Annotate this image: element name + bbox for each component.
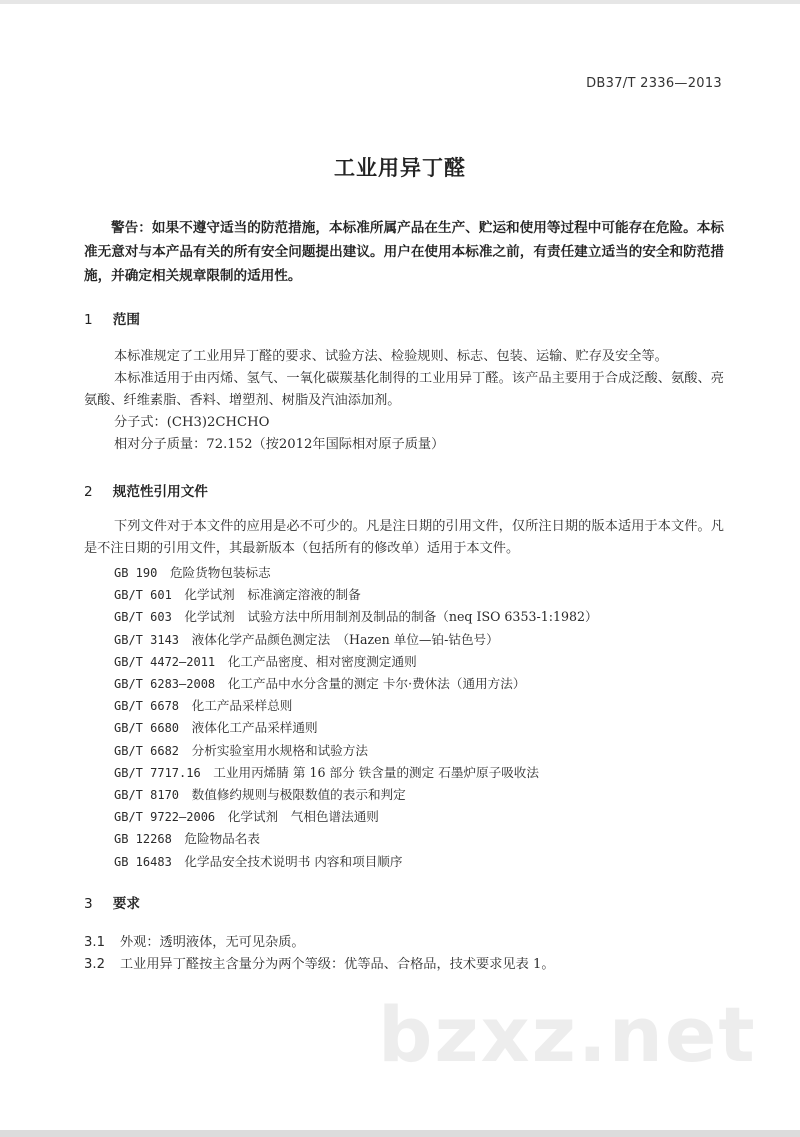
reference-code: GB/T 603 xyxy=(114,610,172,625)
requirement-number: 3.2 xyxy=(84,957,105,972)
section-2-heading xyxy=(84,480,208,500)
reference-code: GB/T 6680 xyxy=(114,721,180,736)
reference-code: GB/T 4472—2011 xyxy=(114,654,216,669)
reference-item xyxy=(114,562,724,584)
reference-code: GB/T 6283—2008 xyxy=(114,677,216,692)
section-2-number: 2 xyxy=(84,484,93,500)
reference-title: 危险货物包装标志 xyxy=(169,565,271,580)
reference-item xyxy=(114,828,724,850)
page-bottom-edge xyxy=(0,1130,800,1137)
reference-title: 化学品安全技术说明书 内容和项目顺序 xyxy=(184,853,403,869)
section-1-heading xyxy=(84,308,140,328)
reference-title: 化学试剂 试验方法中所用制剂及制品的制备（neq ISO 6353-1:1982） xyxy=(184,609,598,625)
reference-code: GB/T 8170 xyxy=(114,788,180,803)
requirement-text: 工业用异丁醛按主含量分为两个等级：优等品、合格品，技术要求见表 1。 xyxy=(120,957,555,972)
standard-number: DB37/T 2336—2013 xyxy=(586,76,722,91)
reference-code: GB 16483 xyxy=(114,854,172,869)
reference-code: GB/T 7717.16 xyxy=(114,765,201,780)
reference-title: 分析实验室用水规格和试验方法 xyxy=(191,742,368,758)
warning-paragraph: 警告：如果不遵守适当的防范措施，本标准所属产品在生产、贮运和使用等过程中可能存在危险。本标准无意对与本产品有关的所有安全问题提出建议。用户在使用本标准之前，有责任建立适当的安全和防范措施，并确定相关规章限制的适用性。 xyxy=(84,220,724,284)
reference-item xyxy=(114,717,724,739)
reference-title: 工业用丙烯腈 第 16 部分 铁含量的测定 石墨炉原子吸收法 xyxy=(213,764,539,780)
reference-list xyxy=(114,562,724,873)
reference-title: 化工产品采样总则 xyxy=(191,698,293,714)
reference-item xyxy=(114,584,724,606)
reference-item xyxy=(114,784,724,806)
section-1-body xyxy=(84,346,724,456)
reference-item xyxy=(114,806,724,828)
reference-title: 化学试剂 标准滴定溶液的制备 xyxy=(184,587,361,603)
reference-item xyxy=(114,629,724,651)
section-3-title: 要求 xyxy=(112,896,140,912)
section-1-number: 1 xyxy=(84,312,93,328)
reference-code: GB 190 xyxy=(114,566,158,580)
reference-item xyxy=(114,695,724,717)
requirements-list xyxy=(84,932,724,976)
reference-item xyxy=(114,606,724,628)
page-top-edge xyxy=(0,0,800,4)
reference-title: 化工产品中水分含量的测定 卡尔·费休法（通用方法） xyxy=(227,676,526,692)
applicability-paragraph: 本标准适用于由丙烯、氢气、一氧化碳羰基化制得的工业用异丁醛。该产品主要用于合成泛酸、氨酸、亮氨酸、纤维素脂、香料、增塑剂、树脂及汽油添加剂。 xyxy=(84,371,724,408)
reference-code: GB/T 9722—2006 xyxy=(114,810,216,825)
reference-code: GB/T 6682 xyxy=(114,743,180,758)
reference-title: 化工产品密度、相对密度测定通则 xyxy=(227,653,417,669)
document-title: 工业用异丁醛 xyxy=(334,156,466,180)
requirement-number: 3.1 xyxy=(84,935,105,950)
scope-paragraph: 本标准规定了工业用异丁醛的要求、试验方法、检验规则、标志、包装、运输、贮存及安全等。 xyxy=(114,349,668,364)
reference-code: GB/T 601 xyxy=(114,588,172,603)
reference-code: GB 12268 xyxy=(114,832,172,847)
section-3-heading xyxy=(84,892,140,912)
reference-title: 液体化工产品采样通则 xyxy=(191,720,318,736)
section-2-intro xyxy=(84,516,724,560)
reference-title: 化学试剂 气相色谱法通则 xyxy=(227,809,379,825)
reference-title: 液体化学产品颜色测定法 （Hazen 单位—铂-钴色号） xyxy=(191,631,499,647)
requirement-item xyxy=(84,932,724,954)
section-1-title: 范围 xyxy=(112,312,140,328)
reference-title: 数值修约规则与极限数值的表示和判定 xyxy=(191,787,406,803)
requirement-text: 外观：透明液体，无可见杂质。 xyxy=(120,935,305,950)
site-watermark: bzxz.net xyxy=(378,990,757,1079)
reference-item xyxy=(114,740,724,762)
reference-item xyxy=(114,762,724,784)
reference-code: GB/T 3143 xyxy=(114,632,180,647)
reference-item xyxy=(114,651,724,673)
section-3-number: 3 xyxy=(84,896,93,912)
reference-item xyxy=(114,673,724,695)
reference-title: 危险物品名表 xyxy=(184,831,260,847)
reference-item xyxy=(114,851,724,873)
references-intro: 下列文件对于本文件的应用是必不可少的。凡是注日期的引用文件，仅所注日期的版本适用于本文件。凡是不注日期的引用文件，其最新版本（包括所有的修改单）适用于本文件。 xyxy=(84,519,724,556)
section-2-title: 规范性引用文件 xyxy=(112,484,208,500)
molecular-formula: 分子式：(CH3)2CHCHO xyxy=(114,415,270,430)
reference-code: GB/T 6678 xyxy=(114,699,180,714)
requirement-item xyxy=(84,954,724,976)
molecular-mass: 相对分子质量：72.152（按2012年国际相对原子质量） xyxy=(114,437,445,452)
